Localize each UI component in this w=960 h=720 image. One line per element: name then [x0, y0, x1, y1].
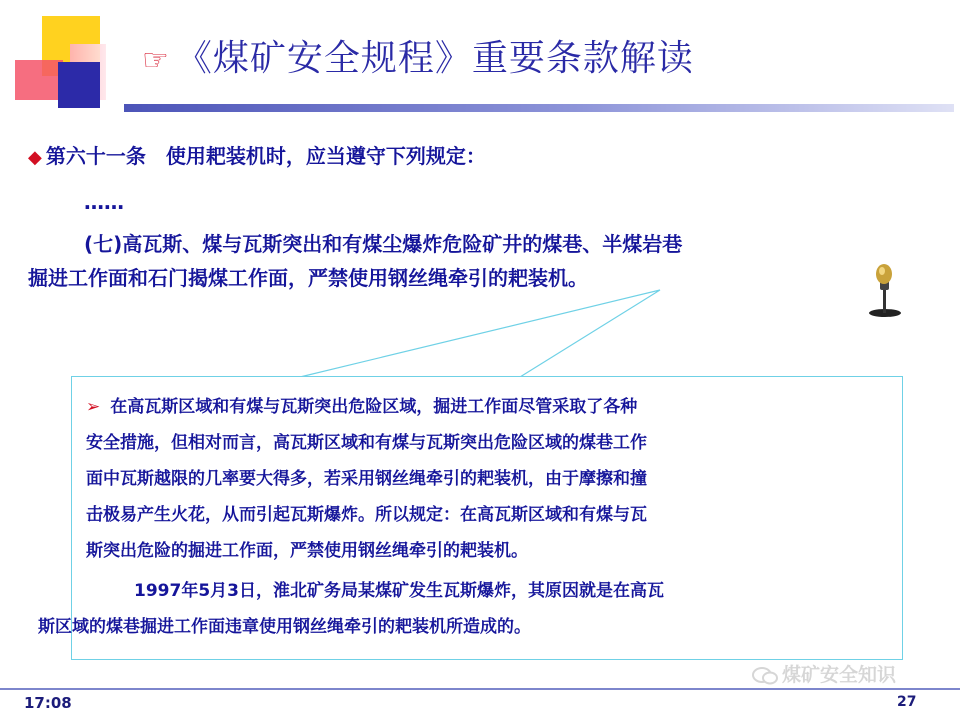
slide-title: 《煤矿安全规程》重要条款解读	[175, 38, 694, 79]
title-divider	[124, 104, 954, 112]
clause-item-7-line2: 掘进工作面和石门揭煤工作面，严禁使用钢丝绳牵引的耙装机。	[28, 266, 588, 290]
footer-divider	[0, 688, 960, 690]
slide-title-row	[142, 30, 694, 81]
arrow-icon: ➢	[86, 397, 101, 417]
decor-square-red	[15, 60, 63, 100]
watermark: 煤矿安全知识	[752, 660, 896, 687]
explanation-paragraph-1: ➢ 在高瓦斯区域和有煤与瓦斯突出危险区域，掘进工作面尽管采取了各种 安全措施，但相对而言，高瓦斯区域和有煤与瓦斯突出危险区域的煤巷工作 面中瓦斯越限的几率要大得多，若采用钢丝绳牵引的耙装机，由于摩擦和撞 击极易产生火花，从而引起瓦斯爆炸。所以规定：在高瓦斯区域和有煤与瓦 斯突出危险的掘进工作面，严禁使用钢丝绳牵引的耙装机。	[86, 397, 647, 561]
clause-item-7-line1: (七)高瓦斯、煤与瓦斯突出和有煤尘爆炸危险矿井的煤巷、半煤岩巷	[84, 232, 683, 256]
clause-ellipsis: ……	[84, 190, 124, 214]
explanation-paragraph-2: 1997年5月3日，淮北矿务局某煤矿发生瓦斯爆炸，其原因就是在高瓦 斯区域的煤巷掘进工作面违章使用钢丝绳牵引的耙装机所造成的。	[38, 581, 664, 637]
page-number: 27	[897, 694, 917, 710]
clause-heading-row	[28, 140, 486, 169]
decor-square-blue	[58, 62, 100, 108]
clause-heading: 第六十一条 使用耙装机时，应当遵守下列规定：	[45, 144, 486, 168]
explanation-callout	[38, 376, 903, 660]
footer-time: 17:08	[24, 694, 72, 712]
clause-item-7	[28, 227, 908, 295]
chat-bubble-icon	[752, 666, 778, 686]
microphone-icon	[860, 262, 910, 318]
pointing-hand-icon: ☞	[142, 43, 170, 78]
diamond-icon: ◆	[28, 147, 42, 168]
